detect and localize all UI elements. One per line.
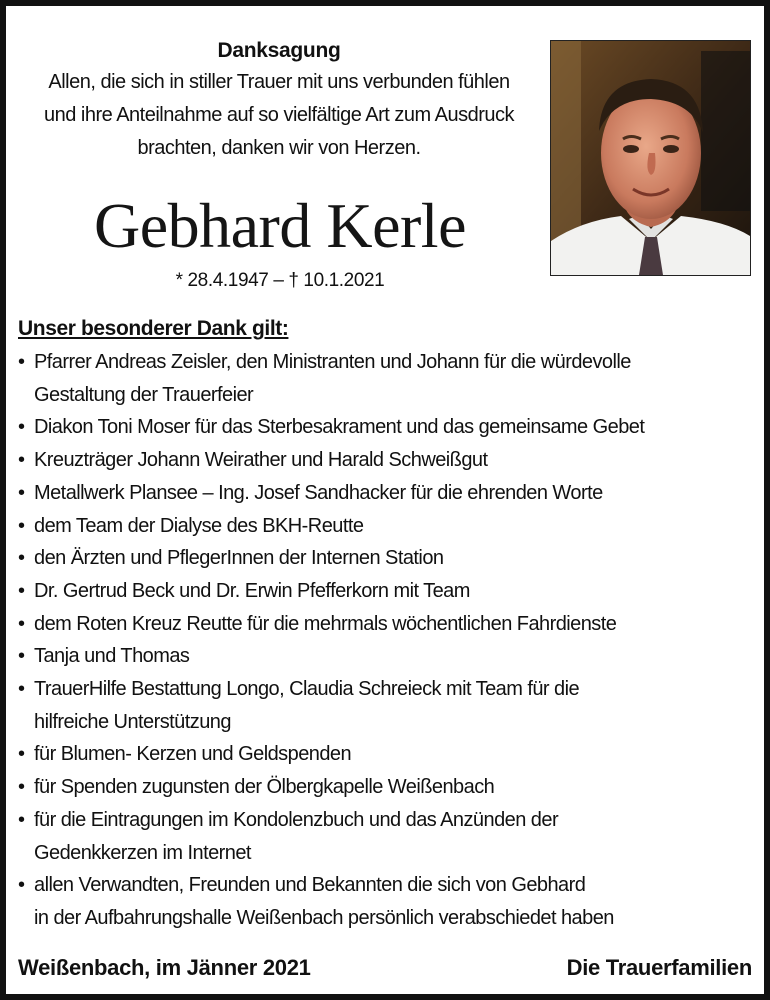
intro-line: brachten, danken wir von Herzen. [137,137,421,159]
list-item-line: • dem Roten Kreuz Reutte für die mehrmals wöchentlichen Fahrdienste [34,612,617,635]
list-item [18,411,758,444]
list-item [18,869,758,934]
list-item-line: • für Blumen- Kerzen und Geldspenden [34,743,352,766]
list-item-line: • Diakon Toni Moser für das Sterbesakrament und das gemeinsame Gebet [34,416,645,439]
list-item-line: • für die Eintragungen im Kondolenzbuch und das Anzünden der [34,808,559,831]
list-item [18,477,758,510]
list-item-line: • Tanja und Thomas [34,645,190,668]
list-item-line: • den Ärzten und PflegerInnen der Internen Station [34,547,444,570]
list-item-line: • Kreuzträger Johann Weirather und Harald Schweißgut [34,449,488,472]
thanks-heading: Unser besonderer Dank gilt: [18,317,289,340]
list-item-line: • für Spenden zugunsten der Ölbergkapelle Weißenbach [34,776,495,799]
list-item [18,673,758,738]
portrait-illustration [551,41,750,275]
list-item [18,804,758,869]
portrait-photo [550,40,751,276]
list-item-line: hilfreiche Unterstützung [34,710,231,733]
title: Danksagung [217,39,341,62]
signature: Die Trauerfamilien [566,955,752,980]
list-item-line: • dem Team der Dialyse des BKH-Reutte [34,514,364,537]
list-item-line: • Dr. Gertrud Beck und Dr. Erwin Pfefferkorn mit Team [34,579,470,602]
list-item [18,510,758,543]
list-item-line: • Metallwerk Plansee – Ing. Josef Sandhacker für die ehrenden Worte [34,481,603,504]
list-item [18,444,758,477]
thanks-list [18,346,758,935]
intro-line: und ihre Anteilnahme auf so vielfältige Art zum Ausdruck [43,104,515,126]
list-item [18,738,758,771]
list-item-line: Gedenkkerzen im Internet [34,841,251,864]
list-item [18,542,758,575]
list-item-line: in der Aufbahrungshalle Weißenbach persönlich verabschiedet haben [34,906,614,929]
list-item-line: • Pfarrer Andreas Zeisler, den Ministranten und Johann für die würdevolle [34,351,631,373]
list-item-line: • TrauerHilfe Bestattung Longo, Claudia Schreieck mit Team für die [34,678,580,701]
list-item-line: Gestaltung der Trauerfeier [34,383,254,406]
place-date: Weißenbach, im Jänner 2021 [18,955,311,980]
header [24,36,534,165]
list-item [18,771,758,804]
deceased-name: Gebhard Kerle [94,190,466,261]
intro-line: Allen, die sich in stiller Trauer mit uns verbunden fühlen [48,71,510,93]
list-item [18,640,758,673]
list-item [18,575,758,608]
intro-text [24,66,534,165]
list-item [18,346,758,411]
list-item-line: • allen Verwandten, Freunden und Bekannten die sich von Gebhard [34,874,586,897]
life-dates: * 28.4.1947 – † 10.1.2021 [175,270,385,291]
list-item [18,608,758,641]
